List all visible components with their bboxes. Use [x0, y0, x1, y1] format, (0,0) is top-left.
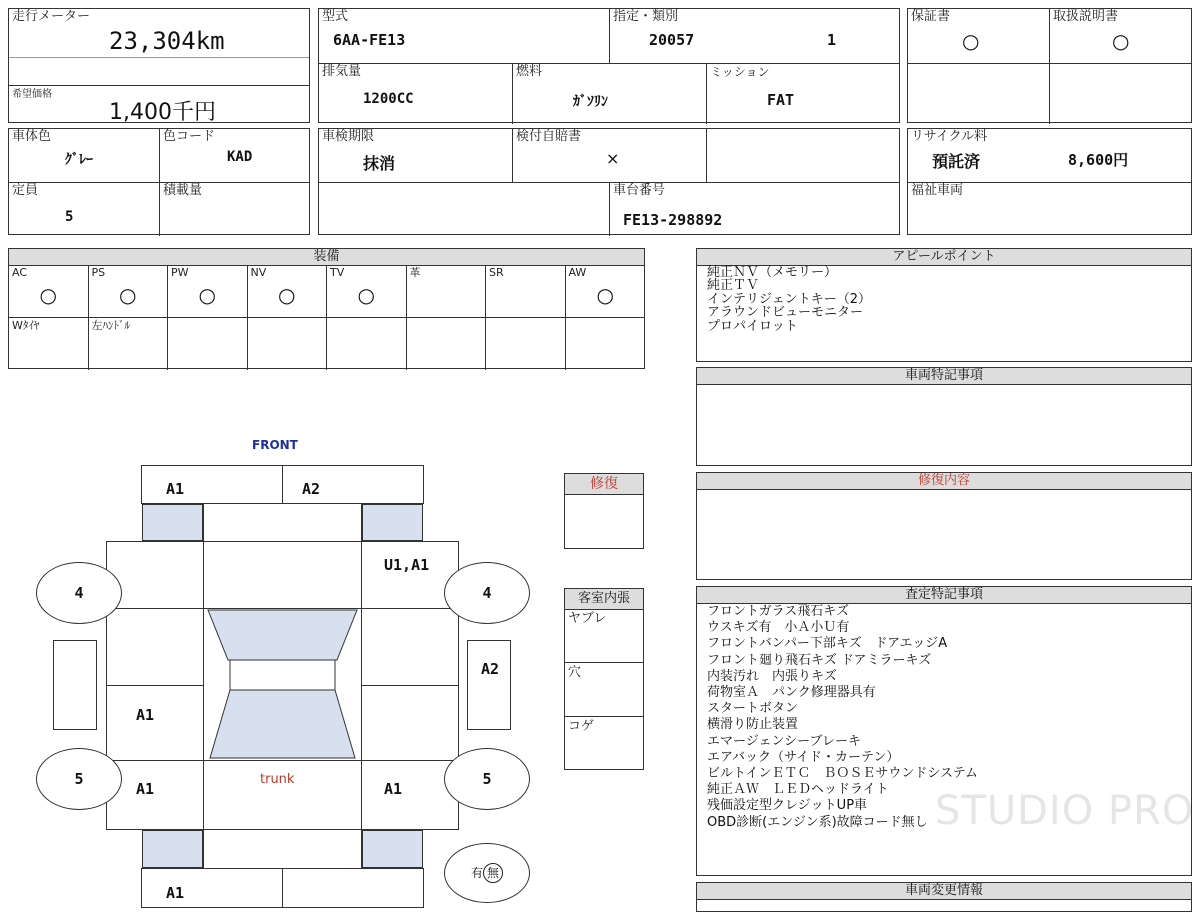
price-value: 1,400千円	[109, 100, 216, 125]
odometer-label: 走行メーター	[12, 9, 91, 24]
mission-label: ミッション	[710, 65, 770, 79]
trunk-lid	[203, 830, 362, 868]
equipment-cell-row2	[248, 318, 328, 370]
designation-value: 20057	[649, 31, 695, 49]
equipment-mark: ○	[357, 283, 375, 307]
equipment-cell-tv	[327, 265, 407, 318]
interior-row-hole: 穴	[568, 665, 582, 680]
right-front-tire: 4	[444, 562, 530, 624]
price-label: 希望価格	[12, 89, 52, 100]
equipment-mark: ○	[39, 283, 57, 307]
warranty-label: 保証書	[911, 9, 951, 24]
spare-no: 無	[483, 863, 503, 883]
equipment-cell-row2	[168, 318, 248, 370]
assessment-title: 査定特記事項	[697, 587, 1191, 604]
appeal-panel	[696, 248, 1192, 362]
welfare-label: 福祉車両	[911, 183, 964, 198]
equipment-label: Wﾀｲﾔ	[12, 319, 40, 332]
appeal-line: インテリジェントキー（2）	[707, 291, 872, 307]
displacement-label: 排気量	[322, 64, 362, 79]
special-notes-panel	[696, 367, 1192, 466]
equipment-cell-row2	[407, 318, 487, 370]
assessment-line: OBD診断(エンジン系)故障コード無し	[707, 814, 928, 830]
assessment-line: スタートボタン	[707, 701, 799, 717]
change-info-panel	[696, 882, 1192, 912]
body-color-label: 車体色	[12, 129, 52, 144]
right-side-panel	[467, 640, 511, 730]
warranty-block	[907, 8, 1192, 123]
equipment-mark: ○	[198, 283, 216, 307]
assessment-line: ビルトインＥＴＣ ＢＯＳＥサウンドシステム	[707, 766, 979, 782]
right-rear-tire: 5	[444, 748, 530, 810]
rear-right-pillar	[362, 830, 423, 868]
spare-yes: 有	[470, 866, 483, 880]
appeal-line: アラウンドビューモニター	[707, 305, 864, 321]
equipment-label: NV	[250, 266, 267, 279]
model-label: 型式	[322, 9, 349, 24]
assessment-line: ウスキズ有 小Ａ小Ｕ有	[707, 620, 850, 636]
equipment-cell-row2	[486, 318, 566, 370]
equipment-mark: ○	[596, 283, 614, 307]
equipment-label: 革	[409, 266, 421, 279]
insurance-value: ×	[606, 149, 620, 168]
chassis-value: FE13-298892	[623, 211, 723, 229]
fuel-value: ｶﾞｿﾘﾝ	[573, 94, 608, 110]
front-left-pillar	[142, 504, 203, 541]
front-right-pillar	[362, 504, 423, 541]
load-label: 積載量	[163, 183, 203, 198]
designation-label: 指定・類別	[613, 9, 679, 24]
equipment-mark: ○	[278, 283, 296, 307]
displacement-value: 1200CC	[363, 91, 414, 107]
equipment-cell-ps	[89, 265, 169, 318]
equipment-cell-row2	[566, 318, 646, 370]
model-block	[318, 8, 900, 123]
capacity-label: 定員	[12, 183, 39, 198]
trunk-label: trunk	[260, 772, 295, 787]
appeal-list	[707, 266, 871, 333]
capacity-value: 5	[65, 209, 74, 225]
equipment-cell-row2	[9, 318, 89, 370]
assessment-line: 内装汚れ 内張りキズ	[707, 668, 837, 684]
manual-label: 取扱説明書	[1053, 9, 1119, 24]
equipment-label: AW	[568, 266, 587, 279]
equipment-label: PS	[91, 266, 106, 279]
equipment-cell-sr	[486, 265, 566, 318]
equipment-label: SR	[489, 266, 504, 279]
insurance-label: 検付自賠書	[516, 129, 582, 144]
equipment-label: 左ﾊﾝﾄﾞﾙ	[91, 319, 130, 332]
repair-box-title: 修復	[565, 474, 643, 495]
change-info-title: 車両変更情報	[697, 883, 1191, 900]
interior-row-tear: ヤブレ	[568, 611, 607, 626]
recycle-block	[907, 128, 1192, 235]
interior-box	[564, 588, 644, 770]
odometer-value: 23,304km	[109, 27, 225, 55]
mission-value: FAT	[767, 91, 795, 109]
manual-value: ○	[1112, 29, 1130, 53]
repair-details-title: 修復内容	[697, 473, 1191, 490]
model-value: 6AA-FE13	[333, 31, 406, 49]
rear-left-pillar	[142, 830, 203, 868]
cabin-glass	[203, 608, 362, 760]
appeal-line: 純正ＴＶ	[707, 278, 760, 294]
front-right-fender-label: U1,A1	[384, 556, 430, 574]
inspection-label: 車検期限	[322, 129, 375, 144]
appeal-line: 純正ＮＶ（メモリー）	[707, 265, 838, 280]
interior-title: 客室内張	[565, 589, 643, 610]
body-color-value: ｸﾞﾚｰ	[65, 152, 93, 168]
color-code-label: 色コード	[163, 129, 216, 144]
right-quarter-label: A1	[384, 780, 403, 798]
equipment-cell-row2	[327, 318, 407, 370]
left-front-tire: 4	[36, 562, 122, 624]
warranty-value: ○	[962, 29, 980, 53]
front-right-panel-label: A2	[302, 480, 321, 498]
equipment-label: TV	[330, 266, 345, 279]
watermark: STUDIO PRO	[935, 788, 1195, 834]
assessment-line: 横滑り防止装置	[707, 717, 799, 733]
equipment-cell-ac	[9, 265, 89, 318]
color-capacity-block	[8, 128, 310, 235]
chassis-label: 車台番号	[613, 183, 666, 198]
equipment-cell-aw	[566, 265, 646, 318]
assessment-line: フロントバンパー下部キズ ドアエッジA	[707, 636, 948, 652]
equipment-label: PW	[171, 266, 189, 279]
left-rear-tire: 5	[36, 748, 122, 810]
equipment-cell-pw	[168, 265, 248, 318]
left-rear-door-label: A1	[136, 706, 155, 724]
equipment-cell-革	[407, 265, 487, 318]
assessment-line: エアバック（サイド・カーテン）	[707, 749, 900, 765]
rear-left-label: A1	[166, 884, 185, 902]
car-diagram	[0, 430, 560, 900]
spare-tire-indicator	[444, 843, 530, 903]
recycle-label: リサイクル料	[911, 129, 988, 144]
recycle-status: 預託済	[932, 152, 981, 171]
equipment-title: 装備	[9, 249, 644, 266]
repair-box	[564, 473, 644, 549]
front-label: FRONT	[252, 438, 298, 452]
equipment-cell-row2	[89, 318, 169, 370]
odometer-price-block	[8, 8, 310, 123]
appeal-title: アピールポイント	[697, 249, 1191, 266]
front-left-panel-label: A1	[166, 480, 185, 498]
assessment-line: フロント廻り飛石キズ ドアミラーキズ	[707, 652, 932, 668]
recycle-amount: 8,600円	[1068, 151, 1129, 169]
hood	[203, 504, 362, 541]
equipment-label: AC	[12, 266, 28, 279]
appeal-line: プロパイロット	[707, 318, 798, 334]
inspection-value: 抹消	[363, 154, 396, 173]
inspection-block	[318, 128, 900, 235]
left-side-panel	[53, 640, 97, 730]
assessment-line: 純正ＡＷ ＬＥＤヘッドライト	[707, 782, 889, 798]
special-notes-title: 車両特記事項	[697, 368, 1191, 385]
color-code-value: KAD	[227, 149, 253, 165]
assessment-line: エマージェンシーブレーキ	[707, 733, 861, 749]
fuel-label: 燃料	[516, 64, 543, 79]
equipment-cell-nv	[248, 265, 328, 318]
designation-class: 1	[827, 31, 837, 49]
equipment-mark: ○	[119, 283, 137, 307]
assessment-line: 荷物室Ａ パンク修理器具有	[707, 685, 876, 701]
assessment-line: 残価設定型クレジットUP車	[707, 798, 868, 814]
assessment-line: フロントガラス飛石キズ	[707, 604, 849, 619]
interior-row-burn: コゲ	[568, 719, 595, 734]
equipment-table	[8, 248, 645, 369]
left-quarter-label: A1	[136, 780, 155, 798]
repair-details-panel	[696, 472, 1192, 580]
right-side-panel-label: A2	[481, 660, 500, 678]
